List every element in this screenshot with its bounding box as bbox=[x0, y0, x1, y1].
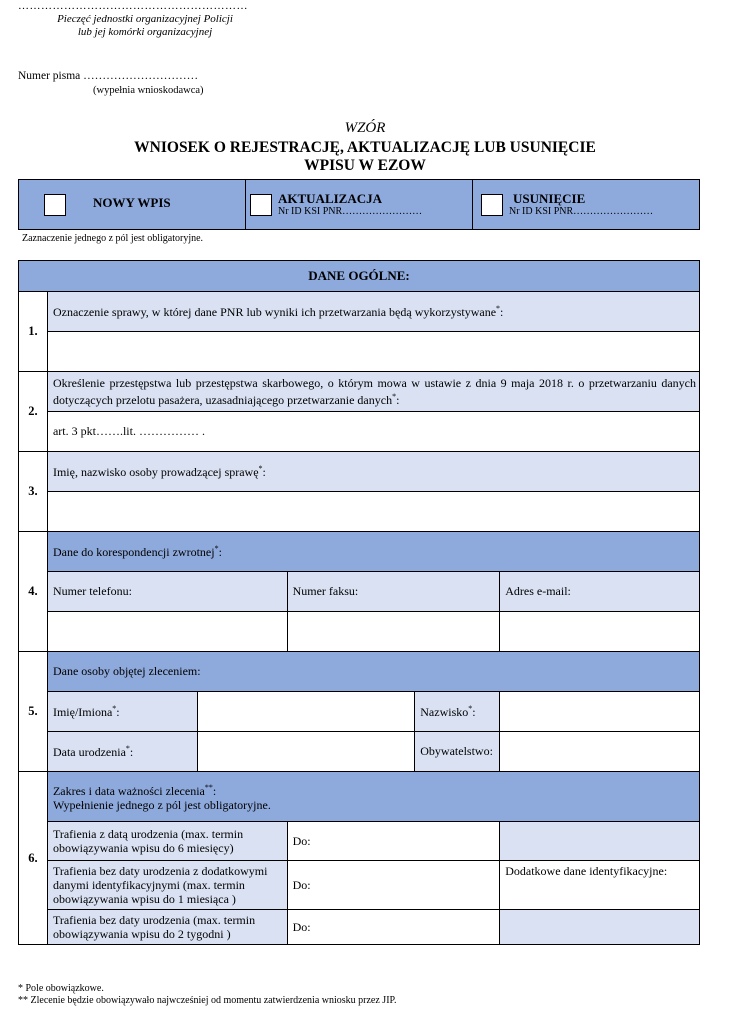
general-data-table bbox=[18, 260, 700, 945]
case-officer-text: Imię, nazwisko osoby prowadzącej sprawę bbox=[52, 464, 259, 479]
double-marker: ** bbox=[204, 783, 213, 792]
update-id-field[interactable]: Nr ID KSI PNR…………………… bbox=[278, 205, 423, 217]
case-designation-label: Oznaczenie sprawy, w której dane PNR lub wyniki ich przetwarzania będą wykorzystywane*: bbox=[47, 292, 699, 332]
title-line-2: WPISU W EZOW bbox=[304, 157, 426, 174]
option-extra-id-label: Trafienia bez daty urodzenia z dodatkowymi danymi identyfikacyjnymi (max. termin obowiązywania wpisu do 1 miesiąca ) bbox=[47, 861, 287, 910]
row-number-2: 2. bbox=[19, 372, 48, 452]
order-scope-title: Zakres i data ważności zlecenia**: bbox=[52, 783, 217, 798]
row-number-4: 4. bbox=[19, 532, 48, 652]
required-marker: * bbox=[112, 703, 117, 713]
option-delete bbox=[473, 180, 700, 230]
row-number-5: 5. bbox=[19, 652, 48, 772]
row-number-3: 3. bbox=[19, 452, 48, 532]
offence-label: Określenie przestępstwa lub przestępstwa skarbowego, o którym mowa w ustawie z dnia 9 maja 2018 r. o przetwarzaniu danych dotyczących przelotu pasażera, uzasadniającego przetwarzanie danych*: bbox=[47, 372, 699, 412]
row-number-1: 1. bbox=[19, 292, 48, 372]
seal-caption bbox=[40, 13, 250, 39]
seal-dots: …………………………………………………… bbox=[18, 0, 248, 12]
title-line-1: WNIOSEK O REJESTRACJĘ, AKTUALIZACJĘ LUB USUNIĘCIE bbox=[134, 139, 596, 156]
document-number-label: Numer pisma ………………………… bbox=[18, 70, 199, 82]
last-name-text: Nazwisko bbox=[420, 704, 469, 719]
order-scope-note: Wypełnienie jednego z pól jest obligatoryjne. bbox=[52, 798, 271, 812]
birth-date-text: Data urodzenia bbox=[52, 744, 126, 759]
document-number-hint: (wypełnia wnioskodawca) bbox=[93, 85, 204, 96]
new-entry-label: NOWY WPIS bbox=[93, 195, 171, 211]
first-name-label: Imię/Imiona*: bbox=[47, 692, 197, 732]
first-name-text: Imię/Imiona bbox=[52, 704, 113, 719]
last-name-field[interactable] bbox=[500, 692, 700, 732]
required-marker: * bbox=[392, 392, 397, 401]
option-extra-id-until[interactable]: Do: bbox=[287, 861, 500, 910]
delete-checkbox[interactable] bbox=[481, 194, 503, 216]
update-checkbox[interactable] bbox=[250, 194, 272, 216]
required-marker: * bbox=[125, 743, 130, 753]
footnote-required: * Pole obowiązkowe. bbox=[18, 983, 104, 994]
option-update bbox=[246, 180, 473, 230]
fax-field[interactable] bbox=[287, 612, 500, 652]
first-name-field[interactable] bbox=[197, 692, 414, 732]
seal-line-1: Pieczęć jednostki organizacyjnej Policji bbox=[57, 13, 233, 25]
birth-date-field[interactable] bbox=[197, 732, 414, 772]
footnote-validity: ** Zlecenie będzie obowiązywało najwcześniej od momentu zatwierdzenia wniosku przez JIP. bbox=[18, 995, 397, 1006]
phone-field[interactable] bbox=[47, 612, 287, 652]
case-designation-field[interactable] bbox=[47, 332, 699, 372]
offence-field[interactable]: art. 3 pkt…….lit. …………… . bbox=[47, 412, 699, 452]
option-with-dob-label: Trafienia z datą urodzenia (max. termin obowiązywania wpisu do 6 miesięcy) bbox=[47, 822, 287, 861]
delete-label: USUNIĘCIE bbox=[513, 190, 586, 206]
page-title bbox=[0, 139, 730, 175]
order-scope-text: Zakres i data ważności zlecenia bbox=[52, 784, 205, 798]
email-label: Adres e-mail: bbox=[500, 572, 700, 612]
email-field[interactable] bbox=[500, 612, 700, 652]
case-officer-field[interactable] bbox=[47, 492, 699, 532]
option-new bbox=[19, 180, 246, 230]
required-marker: * bbox=[214, 543, 219, 553]
option-with-dob-extra bbox=[500, 822, 700, 861]
required-marker: * bbox=[468, 703, 473, 713]
request-type-table bbox=[18, 179, 700, 230]
offence-text: Określenie przestępstwa lub przestępstwa skarbowego, o którym mowa w ustawie z dnia 9 maja 2018 r. o przetwarzaniu danych dotyczących przelotu pasażera, uzasadniającego przetwarzanie danych bbox=[52, 376, 696, 407]
case-designation-text: Oznaczenie sprawy, w której dane PNR lub wyniki ich przetwarzania będą wykorzystywane bbox=[52, 304, 497, 319]
birth-date-label: Data urodzenia*: bbox=[47, 732, 197, 772]
new-entry-checkbox[interactable] bbox=[44, 194, 66, 216]
delete-id-field[interactable]: Nr ID KSI PNR…………………… bbox=[509, 205, 654, 217]
section-title: DANE OGÓLNE: bbox=[19, 261, 700, 292]
last-name-label: Nazwisko*: bbox=[415, 692, 500, 732]
phone-label: Numer telefonu: bbox=[47, 572, 287, 612]
template-label: WZÓR bbox=[344, 120, 386, 136]
row-number-6: 6. bbox=[19, 772, 48, 945]
case-officer-label: Imię, nazwisko osoby prowadzącej sprawę*: bbox=[47, 452, 699, 492]
update-label: AKTUALIZACJA bbox=[278, 190, 383, 206]
required-marker: * bbox=[496, 303, 501, 313]
extra-id-data-field[interactable]: Dodatkowe dane identyfikacyjne: bbox=[500, 861, 700, 910]
correspondence-label: Dane do korespondencji zwrotnej*: bbox=[47, 532, 699, 572]
options-note: Zaznaczenie jednego z pól jest obligatoryjne. bbox=[22, 233, 204, 244]
order-scope-label bbox=[47, 772, 699, 822]
correspondence-text: Dane do korespondencji zwrotnej bbox=[52, 544, 215, 559]
option-no-dob-label: Trafienia bez daty urodzenia (max. termin obowiązywania wpisu do 2 tygodni ) bbox=[47, 910, 287, 945]
citizenship-label: Obywatelstwo: bbox=[415, 732, 500, 772]
option-no-dob-extra bbox=[500, 910, 700, 945]
option-with-dob-until[interactable]: Do: bbox=[287, 822, 500, 861]
required-marker: * bbox=[258, 463, 263, 473]
subject-person-label: Dane osoby objętej zleceniem: bbox=[47, 652, 699, 692]
citizenship-field[interactable] bbox=[500, 732, 700, 772]
seal-line-2: lub jej komórki organizacyjnej bbox=[77, 26, 213, 38]
option-no-dob-until[interactable]: Do: bbox=[287, 910, 500, 945]
fax-label: Numer faksu: bbox=[287, 572, 500, 612]
